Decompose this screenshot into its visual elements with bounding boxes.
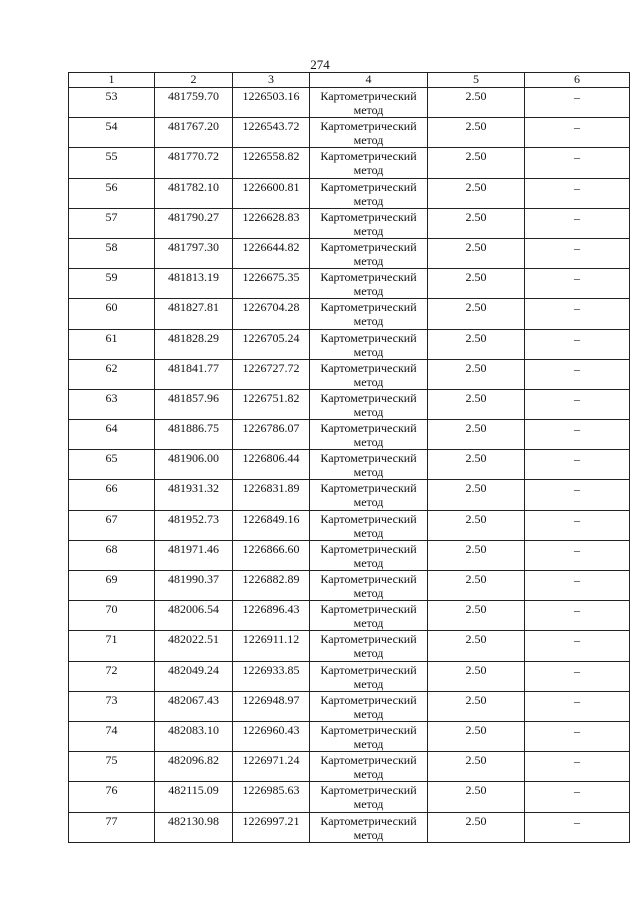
method-cell: Картометрический метод [310,752,428,782]
table-row [69,571,630,601]
table-row [69,721,630,751]
note-cell: – [525,480,630,510]
point-number-cell: 76 [69,782,155,812]
method-cell: Картометрический метод [310,329,428,359]
x-coordinate-cell: 481797.30 [155,238,233,268]
table-row [69,88,630,118]
y-coordinate-cell: 1226997.21 [233,812,310,842]
accuracy-cell: 2.50 [428,480,525,510]
method-cell: Картометрический метод [310,480,428,510]
accuracy-cell: 2.50 [428,88,525,118]
accuracy-cell: 2.50 [428,510,525,540]
table-row [69,299,630,329]
note-cell: – [525,691,630,721]
method-cell: Картометрический метод [310,208,428,238]
x-coordinate-cell: 481770.72 [155,148,233,178]
method-cell: Картометрический метод [310,269,428,299]
accuracy-cell: 2.50 [428,148,525,178]
method-cell: Картометрический метод [310,450,428,480]
x-coordinate-cell: 482096.82 [155,752,233,782]
x-coordinate-cell: 481857.96 [155,389,233,419]
note-cell: – [525,782,630,812]
table-row [69,118,630,148]
note-cell: – [525,329,630,359]
point-number-cell: 74 [69,721,155,751]
column-header-5: 5 [428,73,525,88]
point-number-cell: 57 [69,208,155,238]
note-cell: – [525,571,630,601]
method-cell: Картометрический метод [310,299,428,329]
note-cell: – [525,752,630,782]
y-coordinate-cell: 1226849.16 [233,510,310,540]
method-cell: Картометрический метод [310,812,428,842]
y-coordinate-cell: 1226911.12 [233,631,310,661]
note-cell: – [525,359,630,389]
y-coordinate-cell: 1226705.24 [233,329,310,359]
y-coordinate-cell: 1226806.44 [233,450,310,480]
accuracy-cell: 2.50 [428,420,525,450]
header-row [69,73,630,88]
y-coordinate-cell: 1226786.07 [233,420,310,450]
page-number: 274 [310,57,330,72]
note-cell: – [525,178,630,208]
accuracy-cell: 2.50 [428,208,525,238]
method-cell: Картометрический метод [310,601,428,631]
method-cell: Картометрический метод [310,118,428,148]
table-row [69,208,630,238]
method-cell: Картометрический метод [310,721,428,751]
note-cell: – [525,238,630,268]
accuracy-cell: 2.50 [428,450,525,480]
x-coordinate-cell: 481886.75 [155,420,233,450]
x-coordinate-cell: 481790.27 [155,208,233,238]
accuracy-cell: 2.50 [428,721,525,751]
note-cell: – [525,299,630,329]
method-cell: Картометрический метод [310,420,428,450]
accuracy-cell: 2.50 [428,691,525,721]
y-coordinate-cell: 1226948.97 [233,691,310,721]
y-coordinate-cell: 1226704.28 [233,299,310,329]
note-cell: – [525,812,630,842]
y-coordinate-cell: 1226543.72 [233,118,310,148]
method-cell: Картометрический метод [310,691,428,721]
accuracy-cell: 2.50 [428,661,525,691]
y-coordinate-cell: 1226971.24 [233,752,310,782]
column-header-4: 4 [310,73,428,88]
note-cell: – [525,389,630,419]
table-row [69,450,630,480]
y-coordinate-cell: 1226831.89 [233,480,310,510]
note-cell: – [525,540,630,570]
x-coordinate-cell: 481971.46 [155,540,233,570]
point-number-cell: 54 [69,118,155,148]
table-row [69,691,630,721]
point-number-cell: 70 [69,601,155,631]
note-cell: – [525,661,630,691]
point-number-cell: 61 [69,329,155,359]
table-row [69,782,630,812]
x-coordinate-cell: 482130.98 [155,812,233,842]
accuracy-cell: 2.50 [428,752,525,782]
accuracy-cell: 2.50 [428,540,525,570]
point-number-cell: 66 [69,480,155,510]
point-number-cell: 69 [69,571,155,601]
point-number-cell: 59 [69,269,155,299]
point-number-cell: 65 [69,450,155,480]
y-coordinate-cell: 1226675.35 [233,269,310,299]
y-coordinate-cell: 1226896.43 [233,601,310,631]
table-row [69,661,630,691]
y-coordinate-cell: 1226558.82 [233,148,310,178]
accuracy-cell: 2.50 [428,812,525,842]
accuracy-cell: 2.50 [428,601,525,631]
note-cell: – [525,601,630,631]
note-cell: – [525,148,630,178]
accuracy-cell: 2.50 [428,178,525,208]
column-header-6: 6 [525,73,630,88]
column-header-2: 2 [155,73,233,88]
table-row [69,480,630,510]
point-number-cell: 77 [69,812,155,842]
point-number-cell: 53 [69,88,155,118]
point-number-cell: 58 [69,238,155,268]
y-coordinate-cell: 1226600.81 [233,178,310,208]
table-row [69,420,630,450]
x-coordinate-cell: 481906.00 [155,450,233,480]
method-cell: Картометрический метод [310,238,428,268]
point-number-cell: 71 [69,631,155,661]
method-cell: Картометрический метод [310,540,428,570]
y-coordinate-cell: 1226960.43 [233,721,310,751]
accuracy-cell: 2.50 [428,329,525,359]
method-cell: Картометрический метод [310,782,428,812]
accuracy-cell: 2.50 [428,359,525,389]
note-cell: – [525,631,630,661]
table-row [69,752,630,782]
y-coordinate-cell: 1226727.72 [233,359,310,389]
x-coordinate-cell: 481767.20 [155,118,233,148]
column-header-1: 1 [69,73,155,88]
x-coordinate-cell: 481827.81 [155,299,233,329]
accuracy-cell: 2.50 [428,269,525,299]
x-coordinate-cell: 481759.70 [155,88,233,118]
accuracy-cell: 2.50 [428,118,525,148]
point-number-cell: 56 [69,178,155,208]
point-number-cell: 60 [69,299,155,329]
x-coordinate-cell: 482067.43 [155,691,233,721]
y-coordinate-cell: 1226628.83 [233,208,310,238]
y-coordinate-cell: 1226503.16 [233,88,310,118]
accuracy-cell: 2.50 [428,238,525,268]
table-row [69,178,630,208]
point-number-cell: 64 [69,420,155,450]
x-coordinate-cell: 482022.51 [155,631,233,661]
point-number-cell: 63 [69,389,155,419]
x-coordinate-cell: 481813.19 [155,269,233,299]
x-coordinate-cell: 482083.10 [155,721,233,751]
y-coordinate-cell: 1226882.89 [233,571,310,601]
point-number-cell: 67 [69,510,155,540]
point-number-cell: 68 [69,540,155,570]
x-coordinate-cell: 482049.24 [155,661,233,691]
x-coordinate-cell: 481841.77 [155,359,233,389]
point-number-cell: 72 [69,661,155,691]
method-cell: Картометрический метод [310,178,428,208]
x-coordinate-cell: 481931.32 [155,480,233,510]
accuracy-cell: 2.50 [428,631,525,661]
method-cell: Картометрический метод [310,631,428,661]
x-coordinate-cell: 482006.54 [155,601,233,631]
accuracy-cell: 2.50 [428,571,525,601]
table-row [69,359,630,389]
y-coordinate-cell: 1226751.82 [233,389,310,419]
note-cell: – [525,118,630,148]
y-coordinate-cell: 1226866.60 [233,540,310,570]
method-cell: Картометрический метод [310,88,428,118]
point-number-cell: 73 [69,691,155,721]
note-cell: – [525,269,630,299]
y-coordinate-cell: 1226933.85 [233,661,310,691]
accuracy-cell: 2.50 [428,782,525,812]
method-cell: Картометрический метод [310,389,428,419]
x-coordinate-cell: 481828.29 [155,329,233,359]
method-cell: Картометрический метод [310,148,428,178]
x-coordinate-cell: 481782.10 [155,178,233,208]
method-cell: Картометрический метод [310,661,428,691]
coordinates-table [68,72,630,843]
table-row [69,601,630,631]
note-cell: – [525,88,630,118]
accuracy-cell: 2.50 [428,389,525,419]
x-coordinate-cell: 482115.09 [155,782,233,812]
table-row [69,329,630,359]
note-cell: – [525,208,630,238]
note-cell: – [525,450,630,480]
note-cell: – [525,420,630,450]
x-coordinate-cell: 481952.73 [155,510,233,540]
table-row [69,812,630,842]
table-row [69,631,630,661]
x-coordinate-cell: 481990.37 [155,571,233,601]
table-row [69,148,630,178]
table-row [69,269,630,299]
point-number-cell: 55 [69,148,155,178]
point-number-cell: 75 [69,752,155,782]
method-cell: Картометрический метод [310,510,428,540]
table-row [69,389,630,419]
y-coordinate-cell: 1226644.82 [233,238,310,268]
table-row [69,510,630,540]
note-cell: – [525,721,630,751]
column-header-3: 3 [233,73,310,88]
method-cell: Картометрический метод [310,359,428,389]
point-number-cell: 62 [69,359,155,389]
accuracy-cell: 2.50 [428,299,525,329]
method-cell: Картометрический метод [310,571,428,601]
y-coordinate-cell: 1226985.63 [233,782,310,812]
table-row [69,540,630,570]
table-row [69,238,630,268]
note-cell: – [525,510,630,540]
